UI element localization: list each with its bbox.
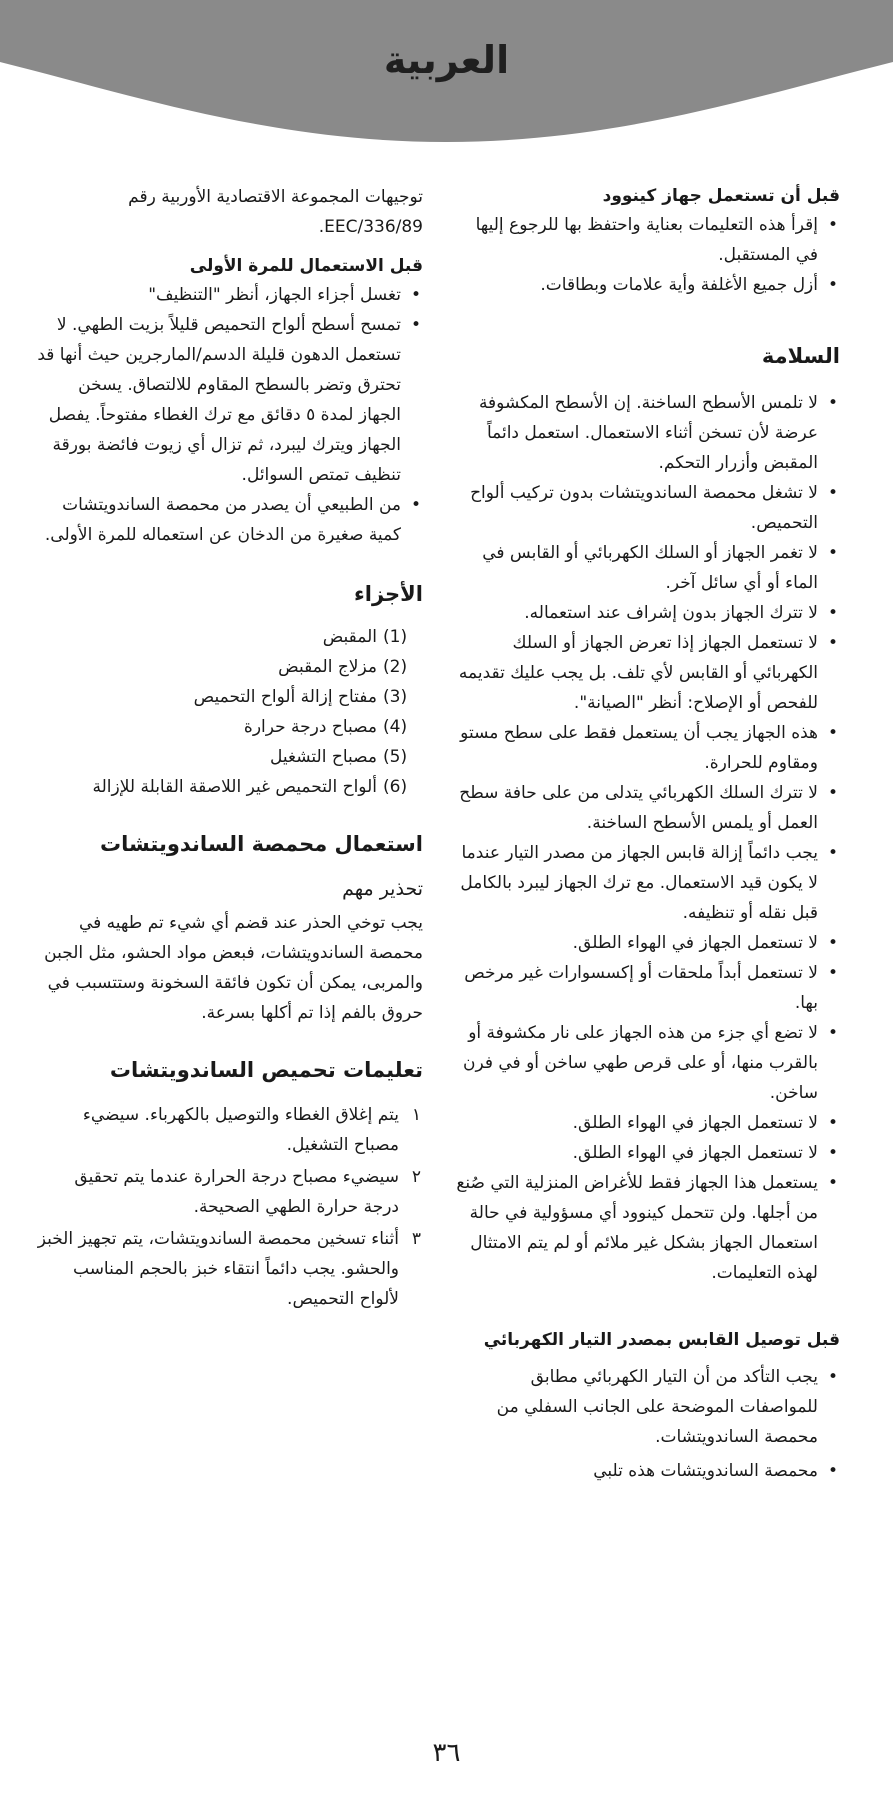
item-label: مفتاح إزالة ألواح التحميص <box>193 687 377 707</box>
list-item: • محمصة الساندويتشات هذه تلبي <box>448 1456 840 1486</box>
parts-item <box>36 742 423 772</box>
right-column <box>448 182 840 1486</box>
parts-item <box>36 772 423 802</box>
list-item: • إقرأ هذه التعليمات بعناية واحتفظ بها للرجوع إليها في المستقبل. <box>448 210 840 270</box>
list-item: • تغسل أجزاء الجهاز، أنظر "التنظيف" <box>36 280 423 310</box>
using-heading: استعمال محمصة الساندويتشات <box>100 832 423 856</box>
instruction-item <box>36 1224 423 1314</box>
list-item: • تمسح أسطح ألواح التحميص قليلاً بزيت الطهي. لا تستعمل الدهون قليلة الدسم/المارجرين حيث أنها قد تحترق وتضر بالسطح المقاوم للالتصاق. يسخن الجهاز لمدة ٥ دقائق مع ترك الغطاء مفتوحاً. يفصل الجهاز ويترك ليبرد، ثم تزال أي زيوت فائضة بورقة تنظيف تمتص السوائل. <box>36 310 423 490</box>
list-item: • لا تغمر الجهاز أو السلك الكهربائي أو القابس في الماء أو أي سائل آخر. <box>448 538 840 598</box>
list-item: • أزل جميع الأغلفة وأية علامات وبطاقات. <box>448 270 840 300</box>
item-number: (3) <box>383 687 408 707</box>
list-item: • لا تستعمل الجهاز في الهواء الطلق. <box>448 1138 840 1168</box>
list-item: • لا تستعمل الجهاز إذا تعرض الجهاز أو السلك الكهربائي أو القابس لأي تلف. بل يجب عليك تقديمه للفحص أو الإصلاح: أنظر "الصيانة". <box>448 628 840 718</box>
warning-heading: تحذير مهم <box>342 878 423 900</box>
eec-text: توجيهات المجموعة الاقتصادية الأوربية رقم EEC/336/89. <box>128 187 423 237</box>
parts-heading: الأجزاء <box>354 582 423 606</box>
parts-item <box>36 712 423 742</box>
item-number: (5) <box>383 747 408 767</box>
item-label: مزلاج المقبض <box>278 657 377 677</box>
list-item: • يجب التأكد من أن التيار الكهربائي مطابق للمواصفات الموضحة على الجانب السفلي من محمصة الساندويتشات. <box>448 1362 840 1452</box>
item-number: (2) <box>383 657 408 677</box>
left-column <box>36 182 423 1316</box>
list-item: • يستعمل هذا الجهاز فقط للأغراض المنزلية التي صُنع من أجلها. ولن تتحمل كينوود أي مسؤولية في حالة استعمال الجهاز بشكل غير ملائم أو لم يتم الامتثال لهذه التعليمات. <box>448 1168 840 1288</box>
before-use-heading: قبل أن تستعمل جهاز كينوود <box>602 186 840 206</box>
first-use-list <box>36 280 423 550</box>
first-use-heading: قبل الاستعمال للمرة الأولى <box>189 256 423 276</box>
list-item: • لا تترك الجهاز بدون إشراف عند استعماله. <box>448 598 840 628</box>
item-label: مصباح التشغيل <box>270 747 377 767</box>
page-title: العربية <box>383 38 510 82</box>
instructions-heading: تعليمات تحميص الساندويتشات <box>109 1058 423 1082</box>
safety-list <box>448 388 840 1288</box>
list-item: • لا تشغل محمصة الساندويتشات بدون تركيب ألواح التحميص. <box>448 478 840 538</box>
parts-item <box>36 682 423 712</box>
list-item: • لا تلمس الأسطح الساخنة. إن الأسطح المكشوفة عرضة لأن تسخن أثناء الاستعمال. استعمل دائماً المقبض وأزرار التحكم. <box>448 388 840 478</box>
item-number: (6) <box>383 777 408 797</box>
item-label: ألواح التحميص غير اللاصقة القابلة للإزالة <box>92 777 377 797</box>
before-plug-heading: قبل توصيل القابس بمصدر التيار الكهربائي <box>483 1330 840 1350</box>
item-label: مصباح درجة حرارة <box>243 717 377 737</box>
parts-item <box>36 652 423 682</box>
item-number: (1) <box>383 627 408 647</box>
item-text: أثناء تسخين محمصة الساندويتشات، يتم تجهيز الخبز والحشو. يجب دائماً انتقاء خبز بالحجم المناسب لألواح التحميص. <box>37 1229 399 1309</box>
item-number: ٢ <box>411 1167 421 1187</box>
list-item: • يجب دائماً إزالة قابس الجهاز من مصدر التيار عندما لا يكون قيد الاستعمال. مع ترك الجهاز ليبرد بالكامل قبل نقله أو تنظيفه. <box>448 838 840 928</box>
parts-list <box>36 622 423 802</box>
instruction-item <box>36 1100 423 1160</box>
warning-text: يجب توخي الحذر عند قضم أي شيء تم طهيه في محمصة الساندويتشات، فبعض مواد الحشو، مثل الجبن والمربى، يمكن أن تكون فائقة السخونة وستتسبب في حروق بالفم إذا تم أكلها بسرعة. <box>44 913 423 1023</box>
item-number: ٣ <box>411 1229 421 1249</box>
list-item: • لا تستعمل الجهاز في الهواء الطلق. <box>448 928 840 958</box>
list-item: • لا تضع أي جزء من هذه الجهاز على نار مكشوفة أو بالقرب منها، أو على قرص طهي ساخن أو في فرن ساخن. <box>448 1018 840 1108</box>
page-number: ٣٦ <box>432 1738 461 1768</box>
parts-item <box>36 622 423 652</box>
item-number: ١ <box>411 1105 421 1125</box>
list-item: • لا تستعمل أبداً ملحقات أو إكسسوارات غير مرخص بها. <box>448 958 840 1018</box>
safety-heading: السلامة <box>761 344 840 368</box>
item-label: المقبض <box>322 627 377 647</box>
item-text: يتم إغلاق الغطاء والتوصيل بالكهرباء. سيضيء مصباح التشغيل. <box>82 1105 399 1155</box>
list-item: • لا تستعمل الجهاز في الهواء الطلق. <box>448 1108 840 1138</box>
item-text: سيضيء مصباح درجة الحرارة عندما يتم تحقيق درجة حرارة الطهي الصحيحة. <box>74 1167 399 1217</box>
before-use-list <box>448 210 840 300</box>
instructions-list <box>36 1100 423 1314</box>
list-item: • هذه الجهاز يجب أن يستعمل فقط على سطح مستو ومقاوم للحرارة. <box>448 718 840 778</box>
before-plug-list <box>448 1362 840 1486</box>
item-number: (4) <box>383 717 408 737</box>
list-item: • لا تترك السلك الكهربائي يتدلى من على حافة سطح العمل أو يلمس الأسطح الساخنة. <box>448 778 840 838</box>
list-item: • من الطبيعي أن يصدر من محمصة الساندويتشات كمية صغيرة من الدخان عن استعماله للمرة الأولى. <box>36 490 423 550</box>
instruction-item <box>36 1162 423 1222</box>
